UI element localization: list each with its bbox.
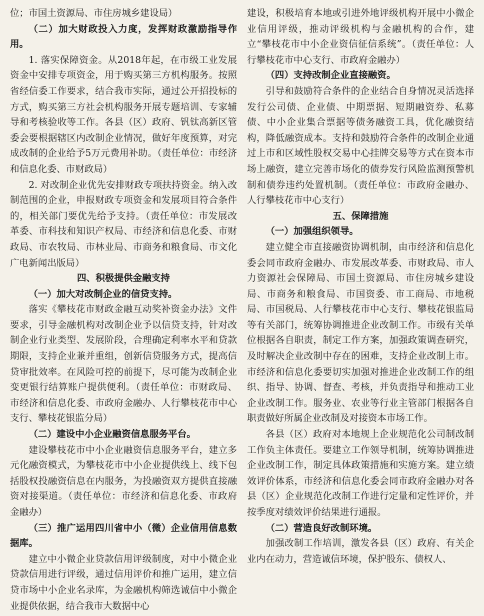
- paragraph: 建立中小微企业贷款信用评级制度，对中小微企业贷款信用进行评级，通过信用评价和推广运用，建立信贷市场中小企业名录库，为金融机构筛选诚信中小微企业提供依据，结合我市大数据中心: [10, 553, 237, 612]
- paragraph: 1. 落实保障资金。从2018年起，在市级工业发展资金中安排专项资金，用于购买第三方机构服务。按照省经信委工作要求，结合我市实际，通过公开招投标的方式，购买第三方社会机构服务开展专题培训、专家辅导和考核验收等工作。各县（区）政府、钒钛高新区管委会要根据辖区内改制企业情况，做好年度预算，对完成改制的企业给予5万元费用补助。（责任单位：市经济和信息化委、市财政局）: [10, 54, 237, 175]
- section-heading: （一）加大对改制企业的信贷支持。: [28, 288, 178, 300]
- paragraph: 位；市国土资源局、市住房城乡建设局）: [10, 8, 178, 19]
- section-heading: （二）营造良好改制环境。: [265, 522, 378, 534]
- paragraph: 建设攀枝花市中小企业融资信息服务平台，建立多元化融资模式，为攀枝花市中小企业提供线上、线下包括股权投融资信息在内服务，为投融资双方提供直接融资对接渠道。（责任单位：市经济和信息化委、市政府金融办）: [10, 444, 237, 518]
- section-heading: （四）支持改制企业直接融资。: [265, 70, 396, 82]
- section-heading: 四、积极提供金融支持: [77, 273, 170, 285]
- paragraph: 2. 对改制企业优先安排财政专项扶持资金。纳入改制范围的企业，申报财政专项资金和发展项目符合条件的，相关部门要优先给予支持。（责任单位：市发展改革委、市科技和知识产权局、市经济和信息化委、市财政局、市农牧局、市林业局、市商务和粮食局、市文化广电新闻出版局）: [10, 179, 237, 269]
- section-heading: （二）建设中小企业融资信息服务平台。: [28, 429, 196, 441]
- right-column: [247, 6, 474, 614]
- paragraph: 建立健全市直接融资协调机制，由市经济和信息化委会同市政府金融办、市发展改革委、市财政局、市人力资源社会保障局、市国土资源局、市住房城乡建设局、市商务和粮食局、市国资委、市工商局、市地税局、市国税局、人行攀枝花市中心支行、攀枝花银监局等有关部门，统筹协调推进企业改制工作。市级有关单位根据各自职责，制定工作方案，加强政策调查研究，及时解决企业改制中存在的困难，支持企业改制上市。市经济和信息化委要切实加强对推进企业改制工作的组织、指导、协调、督查、考核，并负责指导和推动工业企业改制工作。服务业、农业等行业主管部门根据各自职责做好所属企业改制及对接资本市场工作。: [247, 241, 474, 425]
- paragraph: 引导和鼓励符合条件的企业结合自身情况灵活选择发行公司债、企业债、中期票据、短期融资券、私募债、中小企业集合票据等债务融资工具，优化融资结构，降低融资成本。支持和鼓励符合条件的改制企业通过上市和区域性股权交易中心挂牌交易等方式在资本市场上融资，建立完善市场化的债券发行风险监测预警机制和债券违约处置机制。（责任单位：市政府金融办、人行攀枝花市中心支行）: [247, 85, 474, 207]
- two-column-body: [10, 6, 474, 614]
- paragraph: 落实《攀枝花市财政金融互动奖补资金办法》文件要求，引导金融机构对改制企业予以信贷支持，针对改制企业行业类型、发展阶段，合理确定利率水平和贷款期限，支持企业兼并重组，创新信贷服务方式，提高信贷审批效率。在风险可控的前提下，尽可能为改制企业变更银行结算账户提供便利。（责任单位：市财政局、市经济和信息化委、市政府金融办、人行攀枝花市中心支行、攀枝花银监分局）: [10, 304, 237, 425]
- left-column: [10, 6, 237, 614]
- section-heading: （一）加强组织领导。: [265, 226, 359, 238]
- section-heading: （三）推广运用四川省中小（微）企业信用信息数据库。: [10, 522, 237, 550]
- paragraph: 建设，积极培育本地或引进外地评级机构开展中小微企业信用评级，推动评级机构与金融机构的合作，建立“攀枝花市中小企业资信征信系统”。（责任单位：人行攀枝花市中心支行、市政府金融办）: [247, 8, 474, 66]
- paragraph: 加强改制工作培训，激发各县（区）政府、有关企业内在动力，营造诚信环境，保护股东、债权人、: [247, 538, 474, 565]
- paragraph: 各县（区）政府对本地规上企业规范化公司制改制工作负主体责任。要建立工作领导机制，统筹协调推进企业改制工作，制定具体政策措施和实施方案。建立绩效评价体系，市经济和信息化委会同市政府金融办对各县（区）企业规范化改制工作进行定量和定性评价，并按季度对绩效评价结果进行通报。: [247, 429, 474, 518]
- section-heading: （二）加大财政投入力度，发挥财政激励指导作用。: [10, 23, 237, 51]
- section-heading: 五、保障措施: [332, 210, 389, 222]
